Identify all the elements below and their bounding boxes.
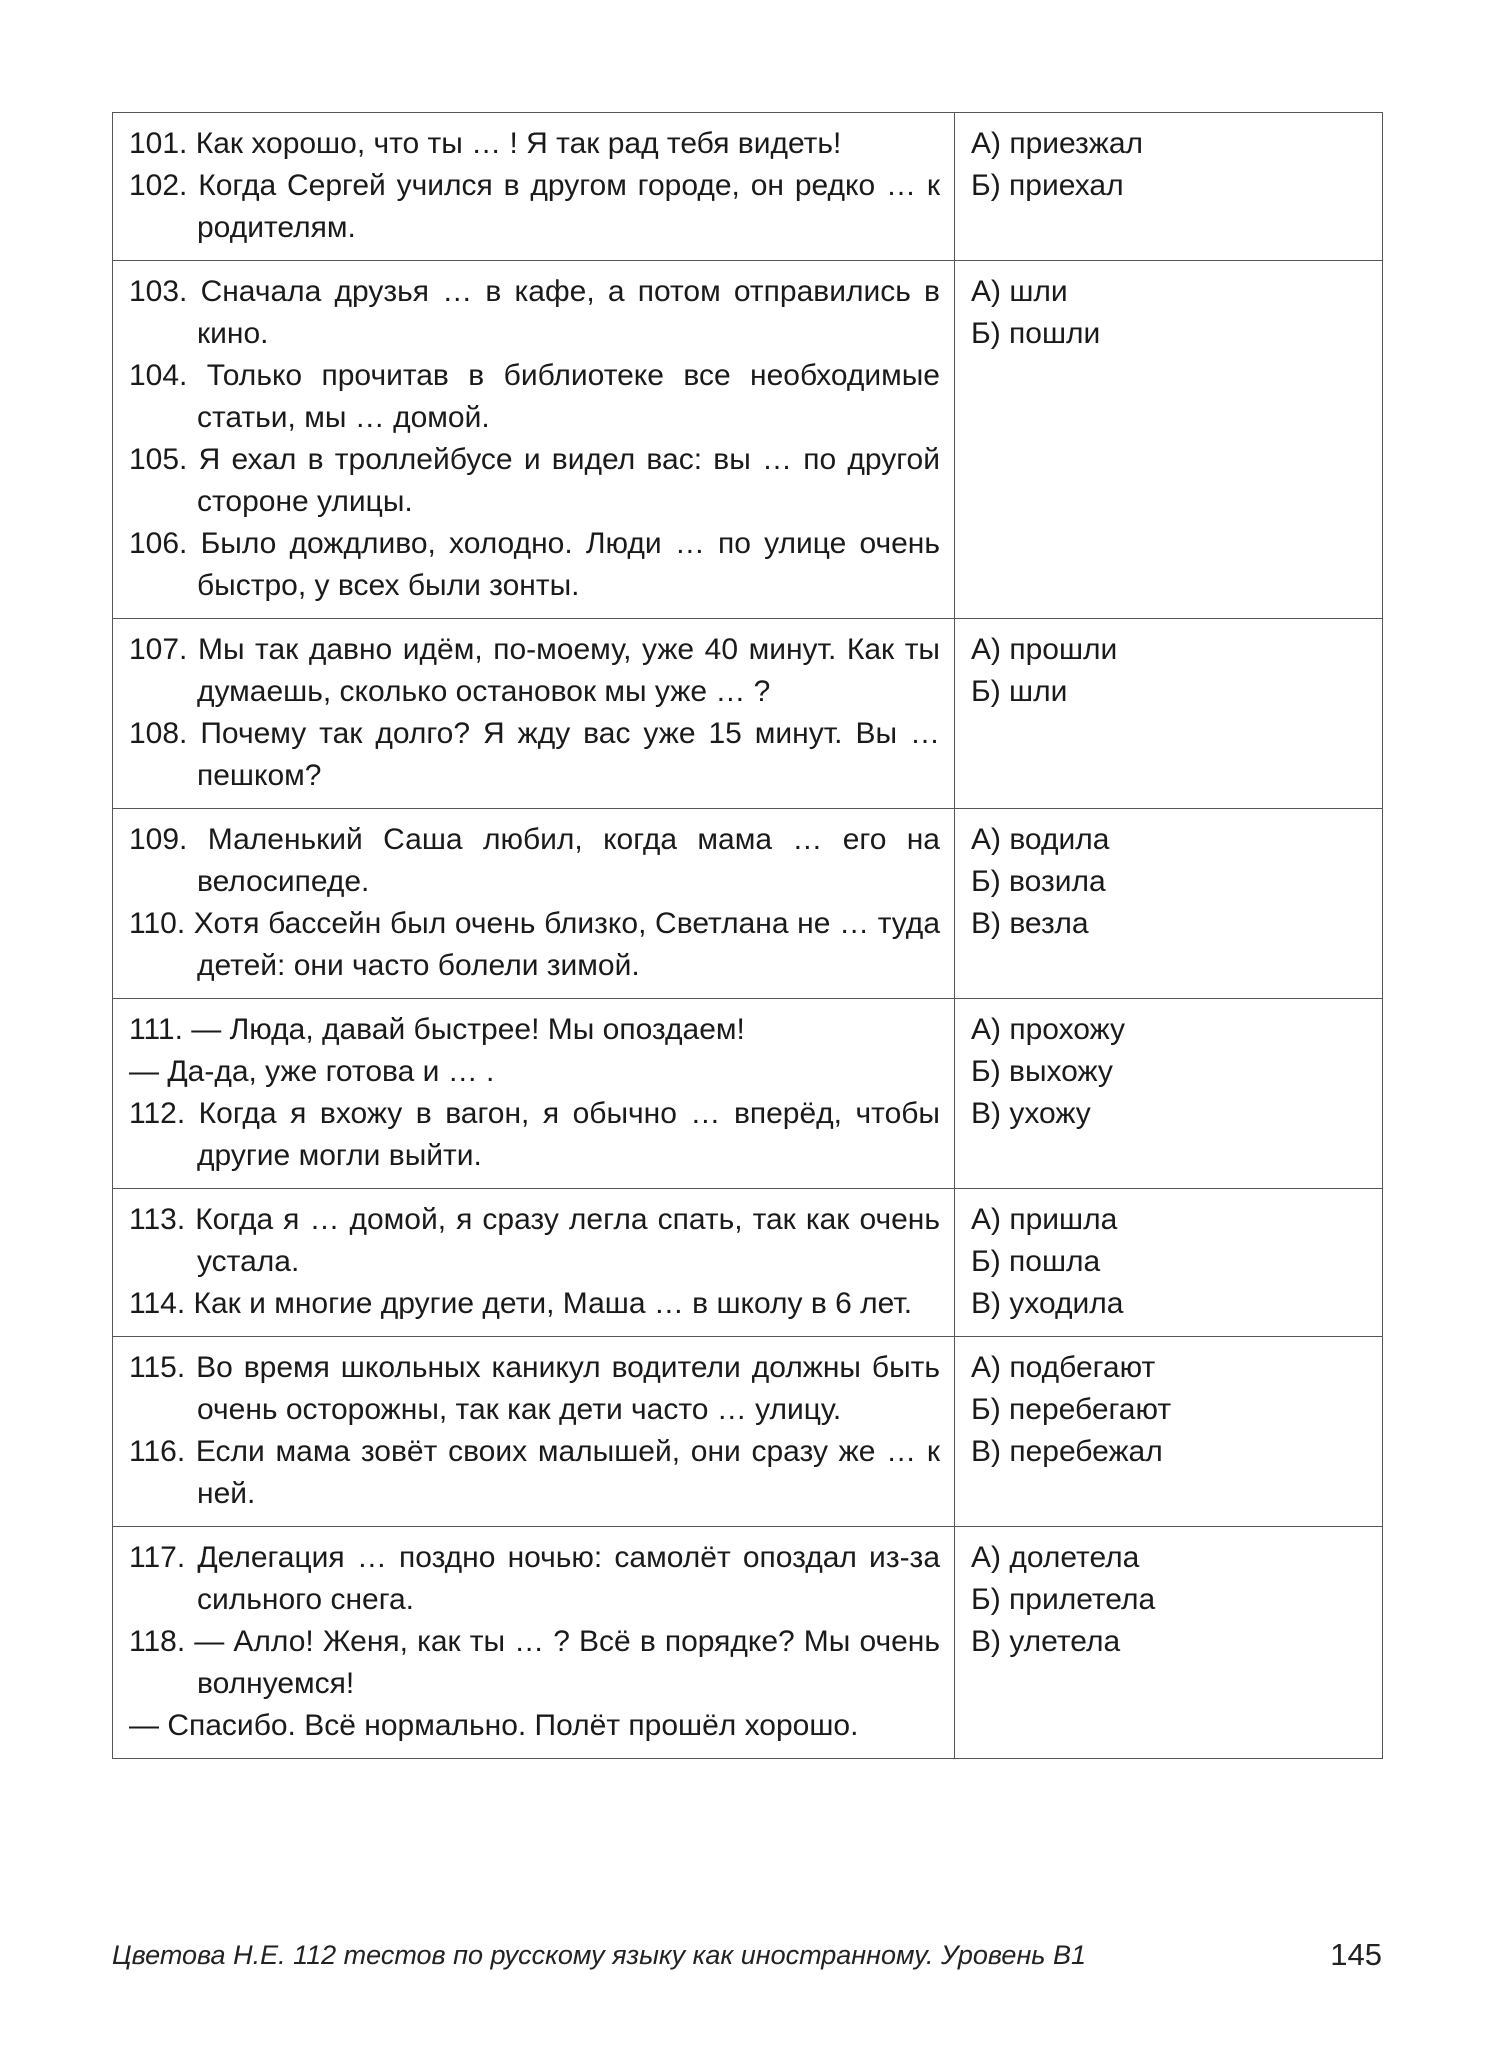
question-cell <box>113 113 955 261</box>
table-row <box>113 113 1383 261</box>
table-row <box>113 1337 1383 1527</box>
question-text: 102. Когда Сергей учился в другом городе, он редко … к родителям. <box>129 169 940 244</box>
table-body <box>113 113 1383 1759</box>
question-text: 111. — Люда, давай быстрее! Мы опоздаем! <box>129 1013 745 1046</box>
answer-option: В) ухожу <box>971 1097 1091 1130</box>
question-cell <box>113 1189 955 1337</box>
table-row <box>113 1189 1383 1337</box>
options-cell <box>955 619 1383 809</box>
question-text: 110. Хотя бассейн был очень близко, Светлана не … туда детей: они часто болели зимой. <box>129 907 940 982</box>
answer-option: Б) выхожу <box>971 1055 1113 1088</box>
question-text: 107. Мы так давно идём, по-моему, уже 40 минут. Как ты думаешь, сколько остановок мы уже … ? <box>129 633 940 708</box>
question-text: 116. Если мама зовёт своих малышей, они сразу же … к ней. <box>129 1435 940 1510</box>
table-row <box>113 261 1383 619</box>
options-cell <box>955 261 1383 619</box>
page-number: 145 <box>1330 1937 1382 1972</box>
answer-option: В) перебежал <box>971 1435 1163 1468</box>
options-cell <box>955 999 1383 1189</box>
footer-source: Цветова Н.Е. 112 тестов по русскому языку как иностранному. Уровень В1 <box>112 1940 1087 1970</box>
answer-option: Б) шли <box>971 675 1068 708</box>
table-row <box>113 809 1383 999</box>
answer-option: Б) приехал <box>971 169 1124 202</box>
question-cell <box>113 1527 955 1759</box>
options-cell <box>955 1189 1383 1337</box>
answer-option: Б) возила <box>971 865 1106 898</box>
question-text: 103. Сначала друзья … в кафе, а потом отправились в кино. <box>129 275 940 350</box>
question-text: 117. Делегация … поздно ночью: самолёт опоздал из-за сильного снега. <box>129 1541 940 1616</box>
answer-option: А) прошли <box>971 633 1118 666</box>
answer-option: А) долетела <box>971 1541 1140 1574</box>
question-text: 104. Только прочитав в библиотеке все необходимые статьи, мы … домой. <box>129 359 940 434</box>
question-text: 108. Почему так долго? Я жду вас уже 15 минут. Вы … пешком? <box>129 717 940 792</box>
answer-option: В) везла <box>971 907 1089 940</box>
exercise-table <box>112 112 1383 1759</box>
options-cell <box>955 113 1383 261</box>
question-text: 114. Как и многие другие дети, Маша … в школу в 6 лет. <box>129 1287 913 1320</box>
question-cell <box>113 261 955 619</box>
table-row <box>113 619 1383 809</box>
table-row <box>113 999 1383 1189</box>
answer-option: В) уходила <box>971 1287 1124 1320</box>
answer-option: А) пришла <box>971 1203 1118 1236</box>
question-cell <box>113 1337 955 1527</box>
dialog-reply: — Спасибо. Всё нормально. Полёт прошёл хорошо. <box>129 1709 859 1742</box>
options-cell <box>955 1337 1383 1527</box>
answer-option: Б) пошли <box>971 317 1101 350</box>
options-cell <box>955 809 1383 999</box>
question-text: 118. — Алло! Женя, как ты … ? Всё в порядке? Мы очень волнуемся! <box>129 1625 940 1700</box>
answer-option: А) шли <box>971 275 1068 308</box>
options-cell <box>955 1527 1383 1759</box>
answer-option: Б) перебегают <box>971 1393 1172 1426</box>
question-text: 113. Когда я … домой, я сразу легла спать, так как очень устала. <box>129 1203 940 1278</box>
answer-option: А) приезжал <box>971 127 1144 160</box>
question-text: 106. Было дождливо, холодно. Люди … по улице очень быстро, у всех были зонты. <box>129 527 940 602</box>
table-row <box>113 1527 1383 1759</box>
question-cell <box>113 619 955 809</box>
question-cell <box>113 999 955 1189</box>
question-text: 109. Маленький Саша любил, когда мама … его на велосипеде. <box>129 823 940 898</box>
question-text: 105. Я ехал в троллейбусе и видел вас: вы … по другой стороне улицы. <box>129 443 940 518</box>
answer-option: А) водила <box>971 823 1110 856</box>
answer-option: А) подбегают <box>971 1351 1156 1384</box>
question-text: 115. Во время школьных каникул водители должны быть очень осторожны, так как дети часто … улицу. <box>129 1351 940 1426</box>
question-text: 101. Как хорошо, что ты … ! Я так рад тебя видеть! <box>129 127 842 160</box>
question-text: 112. Когда я вхожу в вагон, я обычно … вперёд, чтобы другие могли выйти. <box>129 1097 940 1172</box>
answer-option: В) улетела <box>971 1625 1121 1658</box>
dialog-reply: — Да-да, уже готова и … . <box>129 1055 495 1088</box>
question-cell <box>113 809 955 999</box>
answer-option: Б) прилетела <box>971 1583 1156 1616</box>
answer-option: Б) пошла <box>971 1245 1101 1278</box>
answer-option: А) прохожу <box>971 1013 1126 1046</box>
